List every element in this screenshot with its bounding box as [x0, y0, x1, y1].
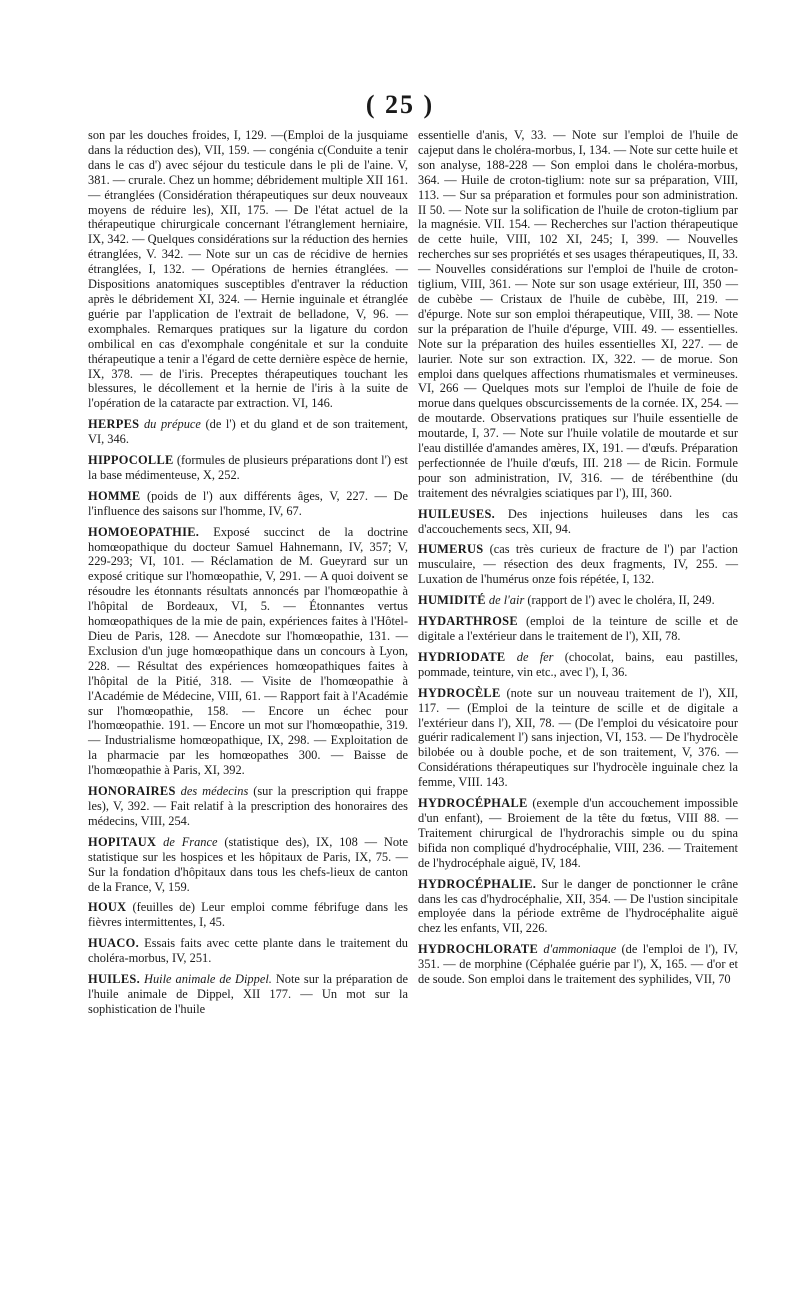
- entry-italic-term: de France: [163, 834, 218, 849]
- index-entry: [88, 835, 408, 895]
- left-entry-list: [88, 417, 408, 1017]
- index-entry: [88, 525, 408, 778]
- entry-italic-term: des médecins: [180, 784, 249, 799]
- index-entry: [418, 593, 738, 608]
- entry-headword: HOUX: [88, 900, 127, 915]
- entry-headword: HYDROCHLORATE: [418, 942, 539, 957]
- entry-headword: HUILES.: [88, 972, 141, 987]
- entry-headword: HOPITAUX: [88, 834, 157, 849]
- entry-italic-term: de l'air: [488, 593, 525, 608]
- entry-text: (exemple d'un accouchement impossible d'un enfant), — Broiement de la tête du fœtus, VIII 88. — Traitement chirurgical de l'hydrorachis simple ou du spina bifida non compliqué d'hydrocéphalie, VIII, 236. — Traitement de l'hydrocéphale aiguë, IV, 184.: [418, 796, 738, 870]
- right-column: [418, 128, 738, 993]
- continued-entry-text: son par les douches froides, I, 129. —(Emploi de la jusquiame dans la réduction des), VII, 159. — congénia c(Conduite a tenir dans le cas d') avec séjour du testicule dans le pli de l'aine. V, 381. — crurale. Chez un homme; débridement multiple XII 161. — étranglées (Considération thérapeutiques sur deux nouveaux moyens de réduire les), XII, 175. — De l'état actuel de la thérapeutique chirurgicale concernant l'étranglement herniaire, IX, 342. — Quelques considérations sur la réduction des hernies étranglées, V. 342. — Note sur un cas de récidive de hernies étranglées, I, 132. — Opérations de hernies étranglées. — Dispositions anatomiques susceptibles d'entraver la réduction après le débridement XI, 324. — Hernie inguinale et étranglée guérie par l'application de l'extrait de belladone, V, 96. — exomphales. Remarques pratiques sur la ligature du cordon ombilical en cas d'exomphale congénitale et sur la conduite thérapeutique a tenir a l'égard de cette dernière espèce de hernie, IX, 378. — de l'iris. Preceptes thérapeutiques touchant les blessures, le décollement et la hernie de l'iris à la suite de l'opération de la cataracte par extraction. VI, 146.: [88, 128, 409, 411]
- entry-text: (formules de plusieurs préparations dont l') est la base médimenteuse, X, 252.: [88, 453, 408, 482]
- page-number: ( 25 ): [365, 90, 435, 119]
- index-entry: [418, 796, 738, 871]
- right-entry-list: [418, 507, 738, 987]
- entry-text: (emploi de la teinture de scille et de digitale a l'extérieur dans le traitement de l'), XII, 78.: [418, 614, 738, 643]
- index-entry: [418, 686, 738, 790]
- index-entry: [418, 877, 738, 937]
- entry-text: Essais faits avec cette plante dans le traitement du choléra-morbus, IV, 251.: [88, 936, 408, 966]
- entry-text: (statistique des), IX, 108 — Note statistique sur les hospices et les hôpitaux de Paris, IX, 75. — Sur la fondation d'hôpitaux dans tous les chefs-lieux de canton de la France, V, 159.: [88, 834, 408, 894]
- entry-text: Exposé succinct de la doctrine homœopathique du docteur Samuel Hahnemann, IV, 357; V, 229-293; VI, 101. — Réclamation de M. Gueyrard sur un exposé critique sur l'homœopathie, V, 291. — A quoi doivent se résoudre les étonnants résultats annoncés par l'homœopathie à l'hôpital de Bordeaux, VI, 5. — Étonnantes vertus homœopathiques de la mie de pain, expériences faites à l'Hôtel-Dieu de Paris, 128. — Anecdote sur l'homœopathie, 131. — Exclusion d'un juge homœopathique dans un concours à Lyon, 228. — Résultat des expériences homœopathiques faites à l'hôpital de la Pitié, 318. — Visite de l'homœopathie à l'Académie de Médecine, VIII, 61. — Rapport fait à l'Académie sur l'homœopathie, 158. — Encore un échec pour l'homœopathie. 191. — Encore un mot sur l'homœopathie, 319. — Industrialisme homœopathique, IX, 298. — Exploitation de la pharmacie par les homœopathes 300. — Baisse de l'homœopathie à Paris, XI, 392.: [88, 524, 408, 778]
- entry-italic-term: du prépuce: [143, 417, 201, 432]
- index-entry: [418, 614, 738, 644]
- entry-text: Sur le danger de ponctionner le crâne dans les cas d'hydrocéphalie, XII, 354. — De l'ustion sincipitale employée dans la période extrême de l'hydrocéphalite aiguë chez les enfants, VII, 226.: [418, 876, 738, 936]
- entry-text: (chocolat, bains, eau pastilles, pommade, teinture, vin etc., avec l'), I, 36.: [418, 649, 738, 679]
- entry-italic-term: d'ammoniaque: [543, 942, 617, 957]
- left-column: [88, 128, 408, 1023]
- index-entry: [88, 900, 408, 930]
- entry-headword: HOMME: [88, 488, 141, 503]
- entry-italic-term: de fer: [516, 649, 554, 664]
- entry-headword: HYDRIODATE: [418, 649, 506, 664]
- entry-text: (note sur un nouveau traitement de l'), XII, 117. — (Emploi de la teinture de scille et de digitale a l'extérieur dans l'), XII, 78. — (De l'emploi du vésicatoire pour guérir radicalement l') sans injection, VI, 153. — De l'hydrocèle bilobée ou à double poche, et de son traitement, V, 376. — Considérations thérapeutiques sur l'hydrocèle inguinale chez la femme, VIII. 143.: [418, 685, 738, 790]
- entry-text: (feuilles de) Leur emploi comme fébrifuge dans les fièvres intermittentes, I, 45.: [88, 900, 408, 930]
- index-entry: [88, 784, 408, 829]
- entry-text: (sur la prescription qui frappe les), V, 392. — Fait relatif à la prescription des honoraires des médecins, VIII, 254.: [88, 784, 408, 828]
- index-entry: [418, 650, 738, 680]
- entry-headword: HUMIDITÉ: [418, 593, 486, 608]
- entry-headword: HYDROCÉPHALE: [418, 796, 528, 811]
- entry-headword: HUACO.: [88, 936, 140, 951]
- index-entry: [88, 972, 408, 1017]
- entry-text: (poids de l') aux différents âges, V, 227. — De l'influence des saisons sur l'homme, IV, 67.: [88, 488, 408, 518]
- entry-italic-term: Huile animale de Dippel.: [144, 972, 272, 987]
- entry-headword: HONORAIRES: [88, 784, 176, 799]
- entry-headword: HOMOEOPATHIE.: [88, 524, 200, 539]
- entry-text: Des injections huileuses dans les cas d'accouchements secs, XII, 94.: [418, 506, 738, 536]
- entry-text: Note sur la préparation de l'huile animale de Dippel, XII 177. — Un mot sur la sophistication de l'huile: [88, 972, 408, 1016]
- entry-text: (de l') et du gland et de son traitement, VI, 346.: [88, 417, 408, 447]
- entry-headword: HYDARTHROSE: [418, 614, 518, 629]
- index-entry: [418, 507, 738, 537]
- entry-text: (de l'emploi de l'), IV, 351. — de morphine (Céphalée guérie par l'), X, 165. — d'or et de soude. Son emploi dans le traitement des syphilides, VII, 70: [418, 942, 738, 987]
- entry-headword: HYDROCÈLE: [418, 685, 501, 700]
- index-entry: [418, 542, 738, 587]
- continued-entry-text: essentielle d'anis, V, 33. — Note sur l'emploi de l'huile de cajeput dans le choléra-morbus, I, 134. — Note sur cette huile et son analyse, 188-228 — Son emploi dans le choléra-morbus, 364. — Huile de croton-tiglium: note sur sa préparation, VIII, 113. — Sur sa préparation et formules pour son administration. II 50. — Note sur la solification de l'huile de croton-tiglium par la magnésie. VII. 154. — Recherches sur l'action thérapeutique de cette huile, VIII, 102 XI, 245; I, 399. — Nouvelles recherches sur ses propriétés et ses usages thérapeutiques, II, 33. — Nouvelles considérations sur l'emploi de l'huile de croton-tiglium, VIII, 361. — Note sur son usage extérieur, III, 350 — de cubèbe — Cristaux de l'huile de cubèbe, III, 219. — d'épurge. Note sur son emploi thérapeutique, VIII, 38. — Note sur la préparation de l'huile d'épurge, VIII. 49. — essentielles. Note sur la préparation des huiles essentielles XI, 227. — de laurier. Note sur son extraction. IX, 322. — de morue. Son emploi dans quelques affections rhumatismales et vermineuses. VI, 266 — Quelques mots sur l'emploi de l'huile de foie de morue dans quelques obscurcissements de la cornée. IX, 254. — de moutarde. Observations pratiques sur l'huile essentielle de moutarde, I, 37. — Note sur l'huile volatile de moutarde et sur l'eau distillée d'amandes amères, IX, 191. — d'œufs. Préparation perfectionnée de l'huile d'œufs, III. 218 — de Ricin. Formule pour son administration, IV, 316. — de térébenthine (du traitement des névralgies sciatiques par l'), III, 360.: [418, 128, 739, 500]
- index-entry: [88, 489, 408, 519]
- entry-text: (cas très curieux de fracture de l') par l'action musculaire, — résection des deux fragments, IV, 255. — Luxation de l'humérus onze fois répétée, I, 132.: [418, 542, 738, 587]
- index-entry: [88, 453, 408, 483]
- index-entry: [418, 942, 738, 987]
- entry-headword: HERPES: [88, 417, 140, 432]
- entry-headword: HUILEUSES.: [418, 506, 496, 521]
- index-entry: [88, 936, 408, 966]
- entry-headword: HYDROCÉPHALIE.: [418, 876, 537, 891]
- entry-headword: HUMERUS: [418, 542, 484, 557]
- index-entry: [88, 417, 408, 447]
- entry-text: (rapport de l') avec le choléra, II, 249.: [524, 593, 715, 608]
- entry-headword: HIPPOCOLLE: [88, 453, 174, 468]
